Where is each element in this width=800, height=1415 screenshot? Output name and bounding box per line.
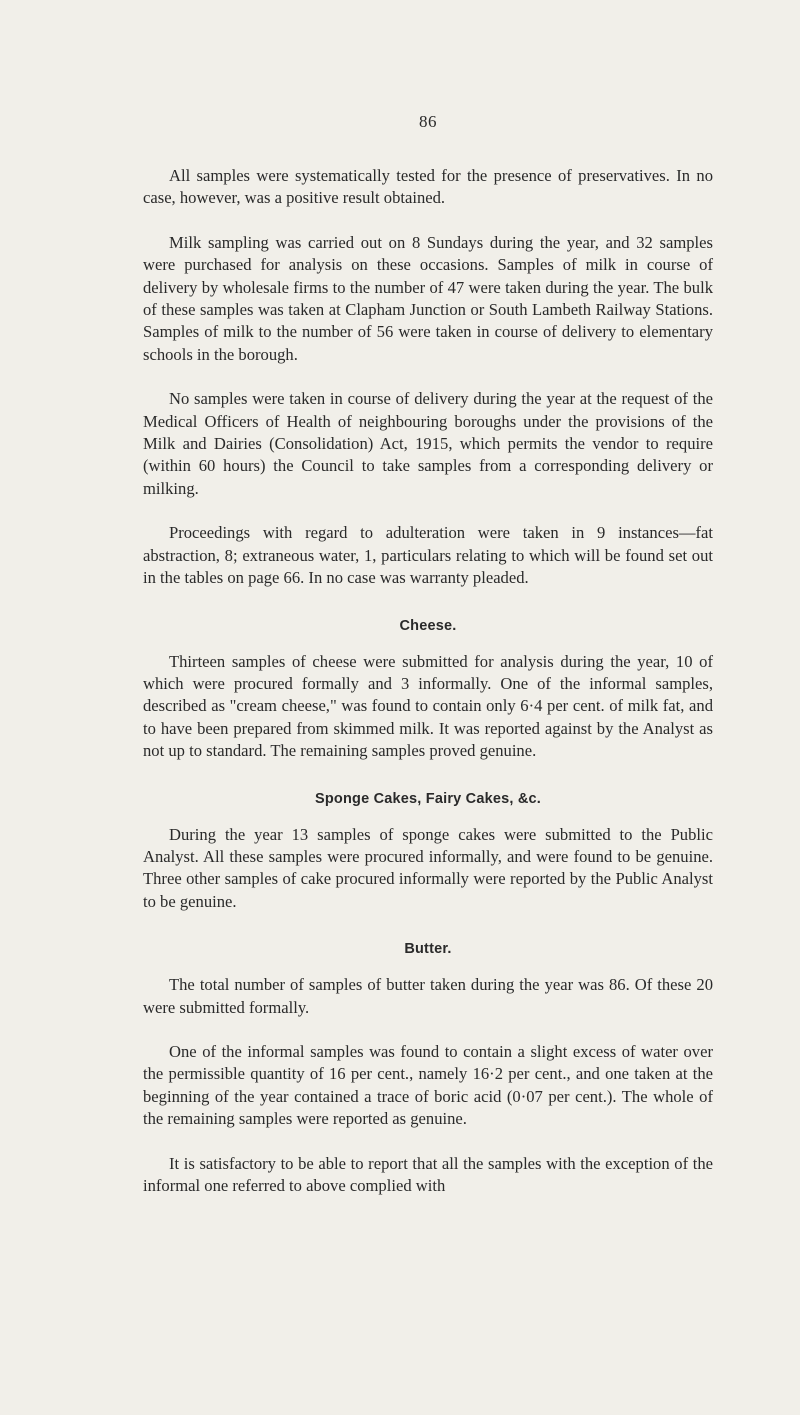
heading-butter: Butter. bbox=[404, 941, 452, 958]
paragraph-neighbouring-boroughs: No samples were taken in course of delivery during the year at the request of the Medical Officers of Health of neighbouring boroughs under the provisions of the Milk and Dairies (Consolidation) Act, 1915, which permits the vendor to require (within 60 hours) the Council to take samples from a corresponding delivery or milking. bbox=[143, 389, 713, 498]
paragraph-butter-informal: One of the informal samples was found to contain a slight excess of water over the permissible quantity of 16 per cent., namely 16·2 per cent., and one taken at the beginning of the year contained a trace of boric acid (0·07 per cent.). The whole of the remaining samples were reported as genuine. bbox=[143, 1041, 713, 1129]
heading-sponge-cakes: Sponge Cakes, Fairy Cakes, &c. bbox=[314, 790, 541, 807]
paragraph-cheese: Thirteen samples of cheese were submitted for analysis during the year, 10 of which were procured formally and 3 informally. One of the informal samples, described as "cream cheese," was found to contain only 6·4 per cent. of milk fat, and to have been prepared from skimmed milk. It was reported against by the Analyst as not up to standard. The remaining samples proved genuine. bbox=[143, 651, 713, 761]
paragraph-milk-sampling: Milk sampling was carried out on 8 Sundays during the year, and 32 samples were purchased for analysis on these occasions. Samples of milk in course of delivery by wholesale firms to the number of 47 were taken during the year. The bulk of these samples was taken at Clapham Junction or South Lambeth Railway Stations. Samples of milk to the number of 56 were taken in course of delivery to elementary schools in the borough. bbox=[143, 232, 713, 364]
paragraph-sponge-cakes: During the year 13 samples of sponge cakes were submitted to the Public Analyst. All these samples were procured informally, and were found to be genuine. Three other samples of cake procured informally were reported by the Public Analyst to be genuine. bbox=[143, 824, 713, 911]
paragraph-butter-total: The total number of samples of butter taken during the year was 86. Of these 20 were submitted formally. bbox=[143, 975, 713, 1017]
paragraph-preservatives: All samples were systematically tested for the presence of preservatives. In no case, however, was a positive result obtained. bbox=[143, 166, 713, 208]
paragraph-proceedings: Proceedings with regard to adulteration were taken in 9 instances—fat abstraction, 8; extraneous water, 1, particulars relating to which will be found set out in the tables on page 66. In no case was warranty pleaded. bbox=[143, 523, 713, 588]
heading-cheese: Cheese. bbox=[399, 617, 457, 634]
paragraph-butter-satisfactory: It is satisfactory to be able to report that all the samples with the exception of the informal one referred to above complied with bbox=[143, 1153, 713, 1195]
page-number: 86 bbox=[419, 112, 437, 131]
document-page bbox=[143, 112, 713, 1219]
